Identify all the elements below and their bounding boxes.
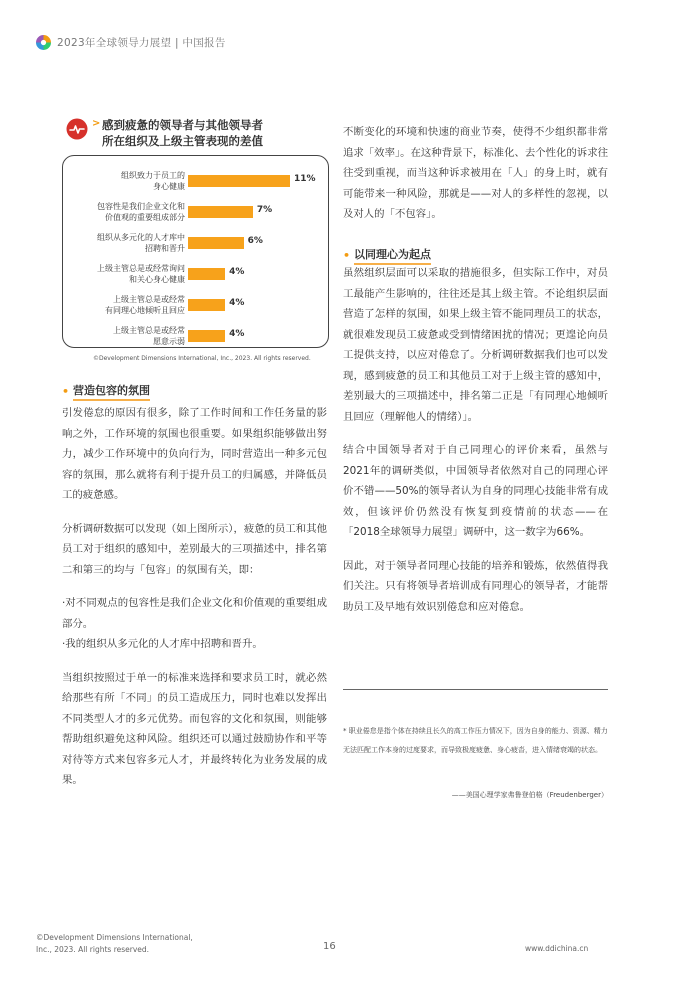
bar-category-label: [73, 294, 185, 316]
chart-title-line: 所在组织及上级主管表现的差值: [102, 134, 263, 148]
footer-copyright: [36, 932, 193, 956]
bar-category-label-line: 包容性是我们企业文化和: [97, 202, 185, 211]
chart-row: [63, 292, 330, 320]
chart-title: [102, 117, 332, 149]
bar-category-label: [73, 232, 185, 254]
header-title: 2023年全球领导力展望 | 中国报告: [57, 36, 226, 49]
section-heading-text: 以同理心为起点: [354, 246, 431, 265]
chart-row: [63, 199, 330, 227]
bar: [188, 206, 253, 218]
paragraph: 分析调研数据可以发现（如上图所示），疲惫的员工和其他员工对于组织的感知中，差别最大的三项描述中，排名第二和第三的均与「包容」的氛围有关，即：: [62, 522, 327, 576]
chart-row: [63, 261, 330, 289]
bar-value-label: 4%: [229, 329, 245, 339]
bar-value-label: 7%: [256, 205, 273, 215]
bar-category-label-line: 愿意示弱: [153, 337, 185, 346]
paragraph: 结合中国领导者对于自己同理心的评价来看，虽然与2021年的调研类似，中国领导者依然对自己的同理心评价不错——50%的领导者认为自身的同理心技能非常有成效，但该评价仍然没有恢复到疫情前的状态——在「2018全球领导力展望」调研中，这一数字为66%。: [343, 444, 608, 538]
paragraph: 虽然组织层面可以采取的措施很多，但实际工作中，对员工最能产生影响的，往往还是其上级主管。不论组织层面营造了怎样的氛围，如果上级主管不能同理员工的状态，就很难发现员工疲惫或受到情绪困扰的情况；更遑论向员工提供支持，以应对倦怠了。分析调研数据我们也可以发现，感到疲惫的员工和其他员工对于上级主管的感知中，差别最大的三项描述中，排名第二正是「有同理心地倾听且回应（理解他人的情绪）」。: [343, 267, 608, 423]
bar: [188, 237, 244, 249]
bar-category-label-line: 身心健康: [153, 182, 185, 191]
paragraph: 不断变化的环境和快速的商业节奏，使得不少组织都非常追求「效率」。在这种背景下，标准化、去个性化的诉求往往受到重视，而当这种诉求被用在「人」的身上时，就有可能带来一种风险，那就是——对人的多样性的忽视，以及对人的「不包容」。: [343, 126, 608, 220]
bar-category-label-line: 价值观的重要组成部分: [105, 213, 185, 222]
bar-category-label-line: 招聘和晋升: [145, 244, 185, 253]
chart-panel: [62, 155, 329, 348]
right-intro-text: [343, 122, 608, 225]
bar-category-label-line: 上级主管总是或经常: [113, 295, 185, 304]
bar-category-label-line: 上级主管总是或经常询问: [97, 264, 185, 273]
bar: [188, 299, 225, 311]
bar-value-label: 6%: [247, 236, 263, 246]
footer-copyright-line: Inc., 2023. All rights reserved.: [36, 945, 150, 954]
bar-chart: [62, 108, 329, 350]
bullet-list: ·对不同观点的包容性是我们企业文化和价值观的重要组成部分。 ·我的组织从多元化的人才库中招聘和晋升。: [62, 597, 327, 650]
bar-category-label: [73, 170, 185, 192]
bar-category-label-line: 组织致力于员工的: [121, 171, 185, 180]
footer-copyright-line: ©Development Dimensions International,: [36, 933, 193, 942]
page-number: 16: [323, 941, 336, 952]
footnote: * 职业倦怠是指个体在持续且长久的高工作压力情况下，因为自身的能力、资源、精力无法匹配工作本身的过度要求，而导致极度疲惫、身心疲沓，进入情绪衰竭的状态。: [343, 727, 608, 754]
bar-value-label: 4%: [229, 267, 245, 277]
bar-value-label: 4%: [229, 298, 245, 308]
chart-row: [63, 323, 330, 351]
bar-value-label: 11%: [294, 174, 316, 184]
right-column-text: [343, 263, 608, 617]
chart-credit: ©Development Dimensions International, Inc., 2023. All rights reserved.: [93, 355, 311, 362]
bar-category-label: [73, 201, 185, 223]
chart-title-line: 感到疲惫的领导者与其他领导者: [102, 118, 263, 132]
chart-row: [63, 230, 330, 258]
bar: [188, 175, 290, 187]
section-heading: [62, 382, 150, 401]
paragraph: 引发倦怠的原因有很多，除了工作时间和工作任务量的影响之外，工作环境的氛围也很重要。如果组织能够做出努力，减少工作环境中的负向行为，同时营造出一种多元包容的氛围，那么就将有利于提升员工的归属感，并降低员工的疲惫感。: [62, 407, 327, 501]
page-header: [36, 33, 226, 51]
left-column-text: [62, 403, 327, 791]
bar-category-label-line: 上级主管总是或经常: [113, 326, 185, 335]
bar: [188, 268, 225, 280]
section-heading-text: 营造包容的氛围: [73, 382, 150, 401]
bullet-dot-icon: •: [62, 385, 70, 398]
paragraph: 当组织按照过于单一的标准来选择和要求员工时，就必然给那些有所「不同」的员工造成压力，同时也难以发挥出不同类型人才的多元优势。而包容的文化和氛围，则能够帮助组织避免这种风险。组织还可以通过鼓励协作和平等对待等方式来包容多元人才，并最终转化为业务发展的成果。: [62, 671, 327, 786]
bullet-dot-icon: •: [343, 249, 351, 262]
bar: [188, 330, 225, 342]
bar-category-label: [73, 263, 185, 285]
bar-category-label-line: 和关心身心健康: [129, 275, 185, 284]
chart-title-block: [62, 108, 329, 152]
footnote-divider: [343, 689, 608, 690]
heartbeat-badge-icon: [66, 118, 88, 140]
chart-row: [63, 168, 330, 196]
bar-category-label-line: 组织从多元化的人才库中: [97, 233, 185, 242]
bar-category-label-line: 有同理心地倾听且回应: [105, 306, 185, 315]
paragraph: 因此，对于领导者同理心技能的培养和锻炼，依然值得我们关注。只有将领导者培训成有同理心的领导者，才能帮助员工及早地有效识别倦怠和应对倦怠。: [343, 559, 608, 613]
bar-category-label: [73, 325, 185, 347]
footnote-attribution: ——美国心理学家弗鲁登伯格（Freudenberger）: [451, 791, 608, 799]
multicolor-circle-logo-icon: [36, 35, 51, 50]
chevron-right-icon: >: [92, 118, 101, 129]
footer-website: www.ddichina.cn: [525, 944, 589, 953]
